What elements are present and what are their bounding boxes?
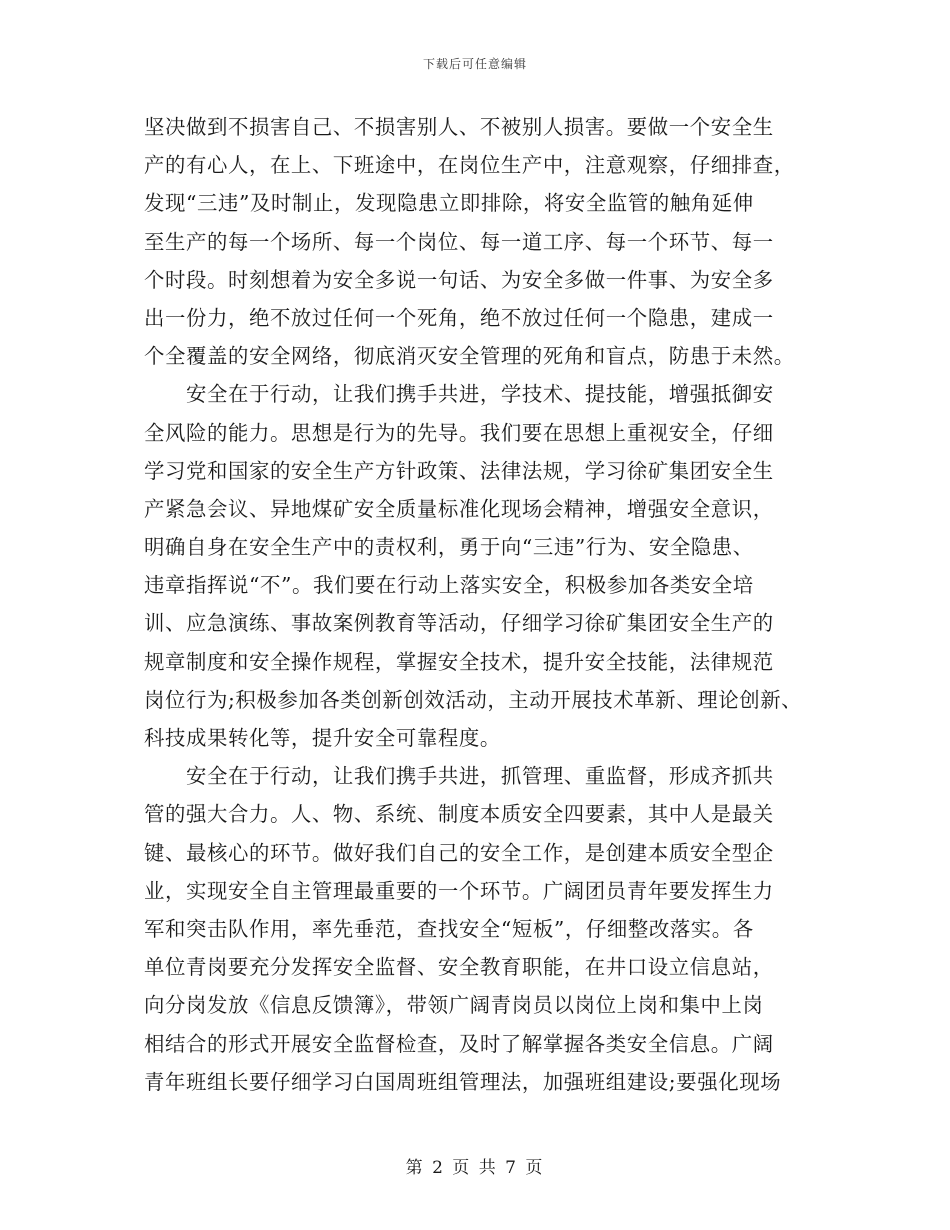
text-line: 安全在于行动，让我们携手共进，抓管理、重监督，形成齐抓共 (186, 764, 774, 789)
page-header: 下载后可任意编辑 (422, 57, 527, 71)
text-line: 单位青岗要充分发挥安全监督、安全教育职能，在井口设立信息站， (144, 955, 774, 980)
text-line: 个全覆盖的安全网络，彻底消灭安全管理的死角和盲点，防患于未然。 (144, 344, 795, 369)
text-line: 岗位行为;积极参加各类创新创效活动，主动开展技术革新、理论创新、 (144, 687, 803, 712)
text-line: 出一份力，绝不放过任何一个死角，绝不放过任何一个隐患，建成一 (144, 305, 774, 330)
text-line: 规章制度和安全操作规程，掌握安全技术，提升安全技能，法律规范 (144, 649, 774, 674)
text-line: 安全在于行动，让我们携手共进，学技术、提技能，增强抵御安 (186, 382, 774, 407)
text-line: 科技成果转化等，提升安全可靠程度。 (144, 726, 501, 750)
text-line: 军和突击队作用，率先垂范，查找安全“短板”，仔细整改落实。各 (144, 916, 754, 941)
text-line: 训、应急演练、事故案例教育等活动，仔细学习徐矿集团安全生产的 (144, 611, 774, 636)
text-line: 个时段。时刻想着为安全多说一句话、为安全多做一件事、为安全多 (144, 267, 774, 292)
text-line: 键、最核心的环节。做好我们自己的安全工作，是创建本质安全型企 (144, 840, 774, 865)
text-line: 明确自身在安全生产中的责权利，勇于向“三违”行为、安全隐患、 (144, 535, 754, 560)
text-line: 发现“三违”及时制止，发现隐患立即排除，将安全监管的触角延伸 (144, 191, 754, 216)
text-line: 产紧急会议、异地煤矿安全质量标准化现场会精神，增强安全意识， (144, 496, 774, 521)
document-body (144, 108, 806, 1101)
text-line: 相结合的形式开展安全监督检查，及时了解掌握各类安全信息。广阔 (144, 1031, 774, 1056)
text-line: 向分岗发放《信息反馈簿》，带领广阔青岗员以岗位上岗和集中上岗 (144, 993, 764, 1018)
text-line: 坚决做到不损害自己、不损害别人、不被别人损害。要做一个安全生 (144, 115, 774, 139)
text-line: 管的强大合力。人、物、系统、制度本质安全四要素，其中人是最关 (144, 802, 774, 827)
text-line: 青年班组长要仔细学习白国周班组管理法，加强班组建设;要强化现场 (144, 1069, 782, 1094)
text-line: 业，实现安全自主管理最重要的一个环节。广阔团员青年要发挥生力 (144, 878, 774, 903)
text-line: 学习党和国家的安全生产方针政策、法律法规，学习徐矿集团安全生 (144, 458, 774, 483)
text-line: 产的有心人，在上、下班途中，在岗位生产中，注意观察，仔细排查， (144, 153, 795, 178)
text-line: 违章指挥说“不”。我们要在行动上落实安全，积极参加各类安全培 (144, 573, 754, 598)
text-line: 全风险的能力。思想是行为的先导。我们要在思想上重视安全，仔细 (144, 420, 774, 445)
text-line: 至生产的每一个场所、每一个岗位、每一道工序、每一个环节、每一 (144, 229, 774, 254)
page-footer: 第 2 页 共 7 页 (405, 1158, 545, 1178)
